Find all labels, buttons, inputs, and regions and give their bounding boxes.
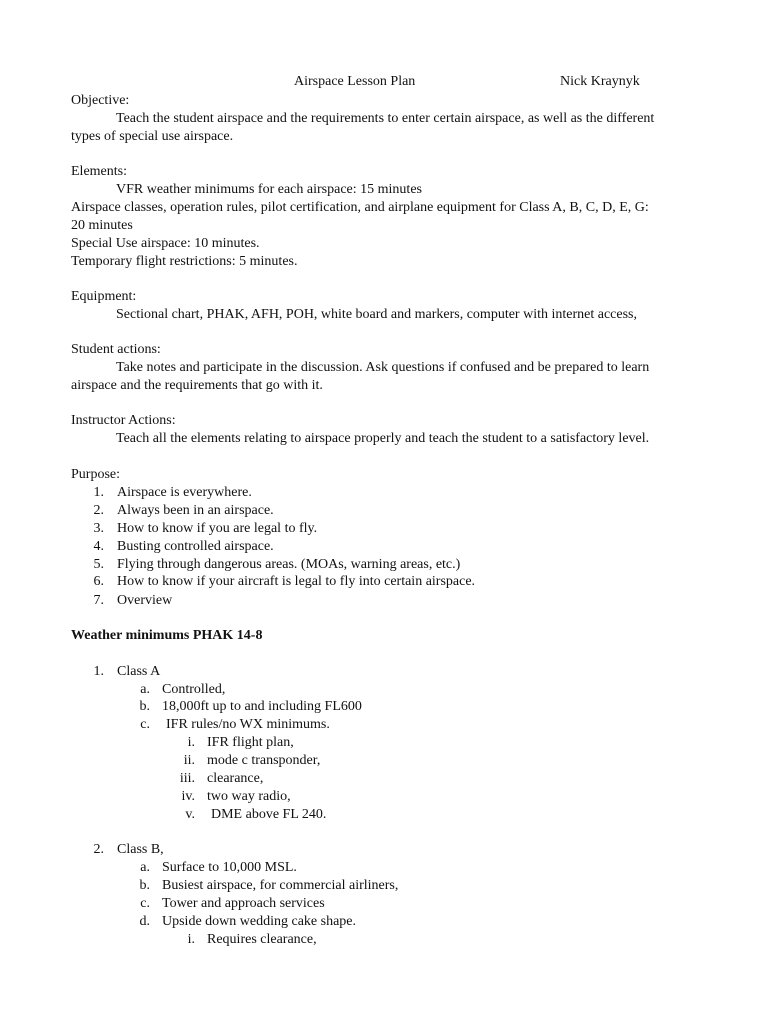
elements-line: VFR weather minimums for each airspace: 15 minutes <box>116 182 422 197</box>
list-letter: c. <box>140 896 150 911</box>
list-item: mode c transponder, <box>207 753 321 768</box>
list-number: 2. <box>93 503 104 518</box>
list-number: 2. <box>93 842 104 857</box>
instructor-actions-line: Teach all the elements relating to airspace properly and teach the student to a satisfactory level. <box>116 431 650 446</box>
list-item: clearance, <box>207 771 264 786</box>
list-roman: iv. <box>181 789 195 804</box>
objective-line: types of special use airspace. <box>71 129 234 144</box>
list-number: 3. <box>93 521 104 536</box>
list-item: How to know if you are legal to fly. <box>117 521 318 536</box>
list-roman: i. <box>187 735 195 750</box>
list-item: 18,000ft up to and including FL600 <box>162 699 362 714</box>
list-item: IFR flight plan, <box>207 735 294 750</box>
list-item: Airspace is everywhere. <box>117 485 252 500</box>
purpose-heading: Purpose: <box>71 467 120 482</box>
elements-line: Airspace classes, operation rules, pilot certification, and airplane equipment for Class A, B, C, D, E, G: <box>71 200 649 215</box>
list-item: DME above FL 240. <box>211 807 327 822</box>
list-item: Requires clearance, <box>207 932 317 947</box>
list-item: How to know if your aircraft is legal to fly into certain airspace. <box>117 574 476 589</box>
list-item: IFR rules/no WX minimums. <box>166 717 330 732</box>
list-item: Tower and approach services <box>162 896 325 911</box>
list-letter: c. <box>140 717 150 732</box>
list-item: Upside down wedding cake shape. <box>162 914 357 929</box>
elements-line: Special Use airspace: 10 minutes. <box>71 236 260 251</box>
list-roman: iii. <box>179 771 195 786</box>
objective-heading: Objective: <box>71 93 130 108</box>
list-number: 6. <box>93 574 104 589</box>
list-item: Surface to 10,000 MSL. <box>162 860 297 875</box>
list-number: 5. <box>93 557 104 572</box>
list-letter: a. <box>140 682 150 697</box>
list-roman: v. <box>185 807 195 822</box>
weather-minimums-heading: Weather minimums PHAK 14-8 <box>71 628 263 643</box>
list-item: Busiest airspace, for commercial airliners, <box>162 878 399 893</box>
objective-line: Teach the student airspace and the requirements to enter certain airspace, as well as the different <box>116 111 655 126</box>
list-item: Controlled, <box>162 682 226 697</box>
document-title: Airspace Lesson Plan <box>294 74 416 89</box>
list-letter: b. <box>139 699 150 714</box>
list-roman: ii. <box>183 753 195 768</box>
instructor-actions-heading: Instructor Actions: <box>71 413 176 428</box>
list-item: Flying through dangerous areas. (MOAs, warning areas, etc.) <box>117 557 461 572</box>
elements-line: Temporary flight restrictions: 5 minutes. <box>71 254 298 269</box>
student-actions-line: airspace and the requirements that go with it. <box>71 378 323 393</box>
list-item: two way radio, <box>207 789 291 804</box>
list-roman: i. <box>187 932 195 947</box>
equipment-heading: Equipment: <box>71 289 137 304</box>
list-letter: a. <box>140 860 150 875</box>
list-number: 1. <box>93 485 104 500</box>
list-number: 1. <box>93 664 104 679</box>
student-actions-line: Take notes and participate in the discussion. Ask questions if confused and be prepared to learn <box>116 360 650 375</box>
list-number: 7. <box>93 593 104 608</box>
student-actions-heading: Student actions: <box>71 342 161 357</box>
list-item: Overview <box>117 593 173 608</box>
list-item: Always been in an airspace. <box>117 503 274 518</box>
list-number: 4. <box>93 539 104 554</box>
elements-line: 20 minutes <box>71 218 133 233</box>
class-a-title: Class A <box>117 664 161 679</box>
list-item: Busting controlled airspace. <box>117 539 274 554</box>
elements-heading: Elements: <box>71 164 127 179</box>
class-b-title: Class B, <box>117 842 164 857</box>
author-name: Nick Kraynyk <box>560 74 640 89</box>
list-letter: d. <box>139 914 150 929</box>
list-letter: b. <box>139 878 150 893</box>
equipment-line: Sectional chart, PHAK, AFH, POH, white board and markers, computer with internet access, <box>116 307 637 322</box>
